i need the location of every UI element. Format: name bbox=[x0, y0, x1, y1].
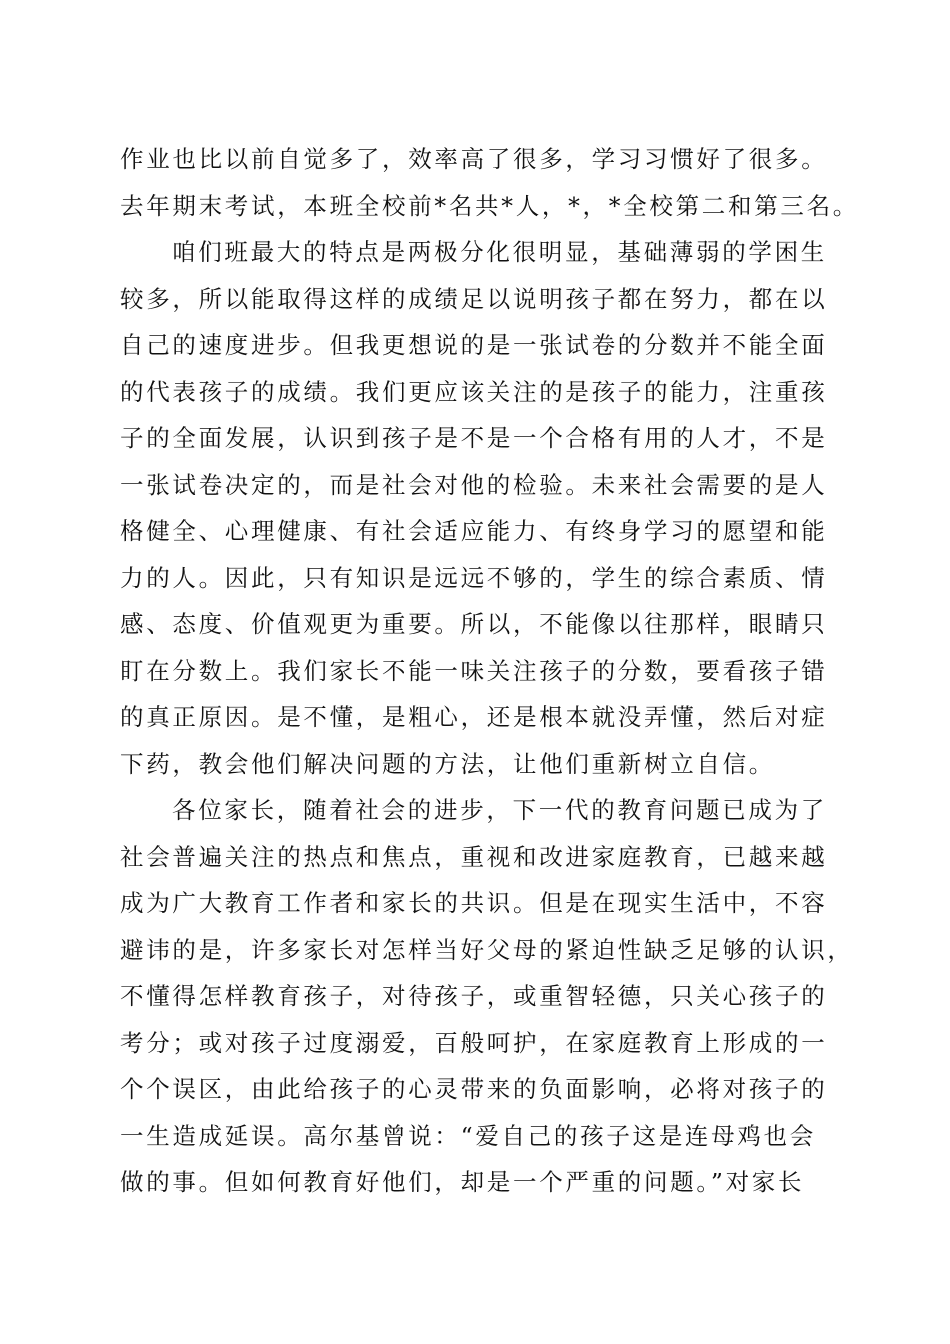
paragraph-start-line: 各位家长，随着社会的进步，下一代的教育问题已成为了 bbox=[172, 796, 827, 824]
text-line: 一张试卷决定的，而是社会对他的检验。未来社会需要的是人 bbox=[120, 470, 828, 499]
text-line: 格健全、心理健康、有社会适应能力、有终身学习的愿望和能 bbox=[120, 517, 828, 545]
text-line: 感、态度、价值观更为重要。所以，不能像以往那样，眼睛只 bbox=[120, 610, 828, 638]
text-line: 作业也比以前自觉多了，效率高了很多，学习习惯好了很多。 bbox=[120, 145, 828, 173]
text-line: 的代表孩子的成绩。我们更应该关注的是孩子的能力，注重孩 bbox=[120, 377, 828, 406]
text-line: 子的全面发展，认识到孩子是不是一个合格有用的人才，不是 bbox=[120, 424, 828, 452]
text-line: 一生造成延误。高尔基曾说：“爱自己的孩子这是连母鸡也会 bbox=[120, 1121, 816, 1150]
text-line: 个个误区，由此给孩子的心灵带来的负面影响，必将对孩子的 bbox=[120, 1075, 828, 1103]
body-text bbox=[120, 136, 859, 1206]
text-line: 较多，所以能取得这样的成绩足以说明孩子都在努力，都在以 bbox=[120, 284, 828, 313]
text-line: 社会普遍关注的热点和焦点，重视和改进家庭教育，已越来越 bbox=[120, 842, 828, 871]
text-line: 的真正原因。是不懂，是粗心，还是根本就没弄懂，然后对症 bbox=[120, 703, 828, 731]
text-line: 下药，教会他们解决问题的方法，让他们重新树立自信。 bbox=[120, 749, 775, 778]
text-line: 避讳的是，许多家长对怎样当好父母的紧迫性缺乏足够的认识， bbox=[120, 935, 854, 964]
text-line: 盯在分数上。我们家长不能一味关注孩子的分数，要看孩子错 bbox=[120, 656, 828, 685]
text-line: 力的人。因此，只有知识是远远不够的，学生的综合素质、情 bbox=[120, 563, 828, 592]
text-line: 成为广大教育工作者和家长的共识。但是在现实生活中，不容 bbox=[120, 889, 828, 917]
text-line: 做的事。但如何教育好他们，却是一个严重的问题。”对家长 bbox=[120, 1168, 805, 1196]
paragraph-start-line: 咱们班最大的特点是两极分化很明显，基础薄弱的学困生 bbox=[172, 238, 827, 266]
text-line: 不懂得怎样教育孩子，对待孩子，或重智轻德，只关心孩子的 bbox=[120, 982, 828, 1010]
text-line: 去年期末考试，本班全校前*名共*人，*，*全校第二和第三名。 bbox=[120, 191, 859, 220]
text-line: 自己的速度进步。但我更想说的是一张试卷的分数并不能全面 bbox=[120, 331, 828, 359]
text-line: 考分；或对孩子过度溺爱，百般呵护，在家庭教育上形成的一 bbox=[120, 1028, 828, 1057]
